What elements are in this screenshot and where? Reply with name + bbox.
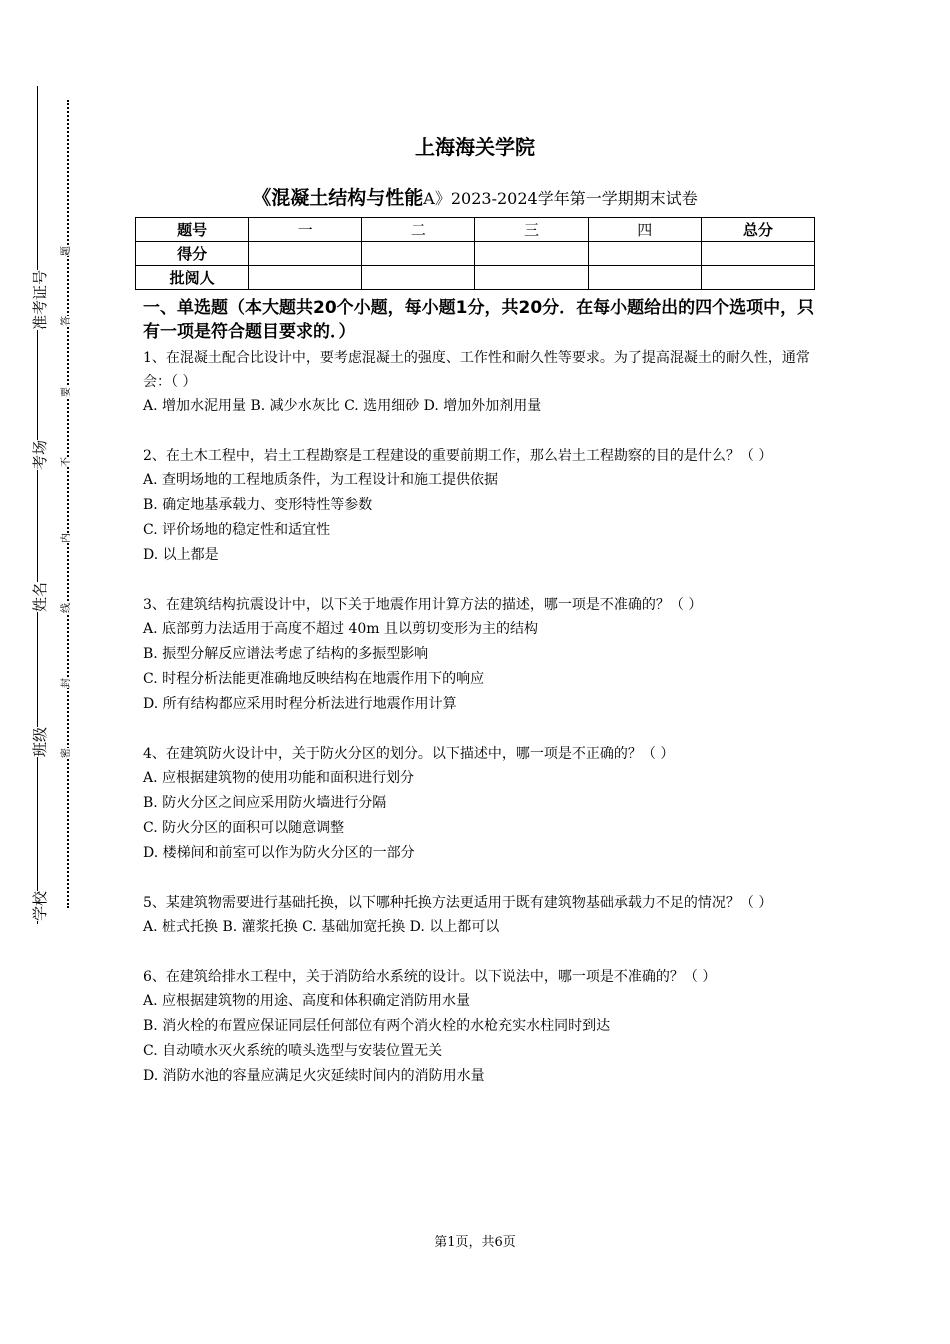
binding-label-name: 姓名 — [31, 581, 49, 612]
question-list — [143, 346, 815, 1114]
question-stem: 6、在建筑给排水工程中，关于消防给水系统的设计。以下说法中，哪一项是不准确的？（ ） — [143, 969, 717, 985]
question-stem: 2、在土木工程中，岩土工程勘察是工程建设的重要前期工作，那么岩土工程勘察的目的是什么？（ ） — [143, 448, 773, 464]
col-header: 题号 — [136, 218, 249, 242]
seal-char: 题 — [61, 246, 72, 256]
question-stem: 4、在建筑防火设计中，关于防火分区的划分。以下描述中，哪一项是不正确的？（ ） — [143, 746, 675, 762]
option-c: C. 评价场地的稳定性和适宜性 — [143, 522, 331, 538]
col-header: 总分 — [701, 218, 814, 242]
option-d: D. 所有结构都应采用时程分析法进行地震作用计算 — [143, 696, 457, 712]
school-name: 上海海关学院 — [415, 135, 535, 159]
score-row — [136, 242, 815, 266]
question-3 — [143, 593, 815, 717]
question-4 — [143, 742, 815, 866]
question-2 — [143, 444, 815, 568]
col-header: 三 — [475, 218, 588, 242]
option-a: A. 查明场地的工程地质条件，为工程设计和施工提供依据 — [143, 472, 499, 488]
col-header: 四 — [588, 218, 701, 242]
binding-label-exam-room: 考场 — [31, 439, 49, 470]
option-b: B. 确定地基承载力、变形特性等参数 — [143, 497, 373, 513]
option-c: C. 时程分析法能更准确地反映结构在地震作用下的响应 — [143, 671, 485, 687]
question-stem: 1、在混凝土配合比设计中，要考虑混凝土的强度、工作性和耐久性等要求。为了提高混凝土的耐久性，通常会：（ ） — [143, 350, 810, 390]
question-options: A. 桩式托换 B. 灌浆托换 C. 基础加宽托换 D. 以上都可以 — [143, 919, 500, 935]
grader-row — [136, 266, 815, 290]
binding-label-class: 班级 — [31, 726, 49, 757]
seal-char: 要 — [61, 387, 72, 397]
seal-char: 封 — [61, 678, 72, 688]
grader-cell — [249, 266, 362, 290]
seal-char: 内 — [61, 533, 72, 543]
seal-char: 不 — [61, 457, 72, 467]
grader-cell — [362, 266, 475, 290]
grader-cell — [701, 266, 814, 290]
page-number: 第1页，共6页 — [434, 1235, 516, 1250]
option-c: C. 自动喷水灭火系统的喷头选型与安装位置无关 — [143, 1043, 443, 1059]
option-a: A. 底部剪力法适用于高度不超过 40m 且以剪切变形为主的结构 — [143, 621, 538, 637]
score-cell — [701, 242, 814, 266]
score-cell — [362, 242, 475, 266]
option-a: A. 应根据建筑物的使用功能和面积进行划分 — [143, 770, 415, 786]
exam-title — [0, 183, 950, 210]
exam-title-term: A》2023-2024学年第一学期期末试卷 — [423, 189, 698, 208]
option-b: B. 防火分区之间应采用防火墙进行分隔 — [143, 795, 387, 811]
binding-solid-line — [37, 86, 38, 924]
score-table — [135, 217, 815, 290]
option-b: B. 消火栓的布置应保证同层任何部位有两个消火栓的水枪充实水柱同时到达 — [143, 1018, 611, 1034]
seal-char: 线 — [61, 603, 72, 613]
grader-cell — [588, 266, 701, 290]
row-header: 批阅人 — [136, 266, 249, 290]
option-b: B. 振型分解反应谱法考虑了结构的多振型影响 — [143, 646, 429, 662]
col-header: 一 — [249, 218, 362, 242]
score-cell — [475, 242, 588, 266]
score-cell — [588, 242, 701, 266]
option-d: D. 楼梯间和前室可以作为防火分区的一部分 — [143, 845, 415, 861]
question-stem: 3、在建筑结构抗震设计中，以下关于地震作用计算方法的描述，哪一项是不准确的？（ ） — [143, 597, 703, 613]
option-d: D. 以上都是 — [143, 547, 219, 563]
binding-label-school: 学校 — [31, 890, 49, 921]
score-cell — [249, 242, 362, 266]
question-1 — [143, 346, 815, 419]
seal-char: 密 — [61, 748, 72, 758]
binding-seal-line — [67, 100, 69, 908]
grader-cell — [475, 266, 588, 290]
question-5 — [143, 891, 815, 940]
question-stem: 5、某建筑物需要进行基础托换，以下哪种托换方法更适用于既有建筑物基础承载力不足的情况？（ ） — [143, 895, 773, 911]
seal-char: 答 — [61, 316, 72, 326]
section-heading: 一、单选题（本大题共20个小题，每小题1分，共20分．在每小题给出的四个选项中，只有一项是符合题目要求的．） — [143, 298, 815, 342]
question-options: A. 增加水泥用量 B. 减少水灰比 C. 选用细砂 D. 增加外加剂用量 — [143, 398, 542, 414]
exam-title-course: 《混凝土结构与性能 — [252, 187, 424, 209]
option-d: D. 消防水池的容量应满足火灾延续时间内的消防用水量 — [143, 1068, 485, 1084]
option-c: C. 防火分区的面积可以随意调整 — [143, 820, 345, 836]
question-6 — [143, 965, 815, 1089]
score-table-header-row — [136, 218, 815, 242]
binding-label-exam-number: 准考证号 — [31, 269, 49, 330]
option-a: A. 应根据建筑物的用途、高度和体积确定消防用水量 — [143, 993, 471, 1009]
row-header: 得分 — [136, 242, 249, 266]
col-header: 二 — [362, 218, 475, 242]
